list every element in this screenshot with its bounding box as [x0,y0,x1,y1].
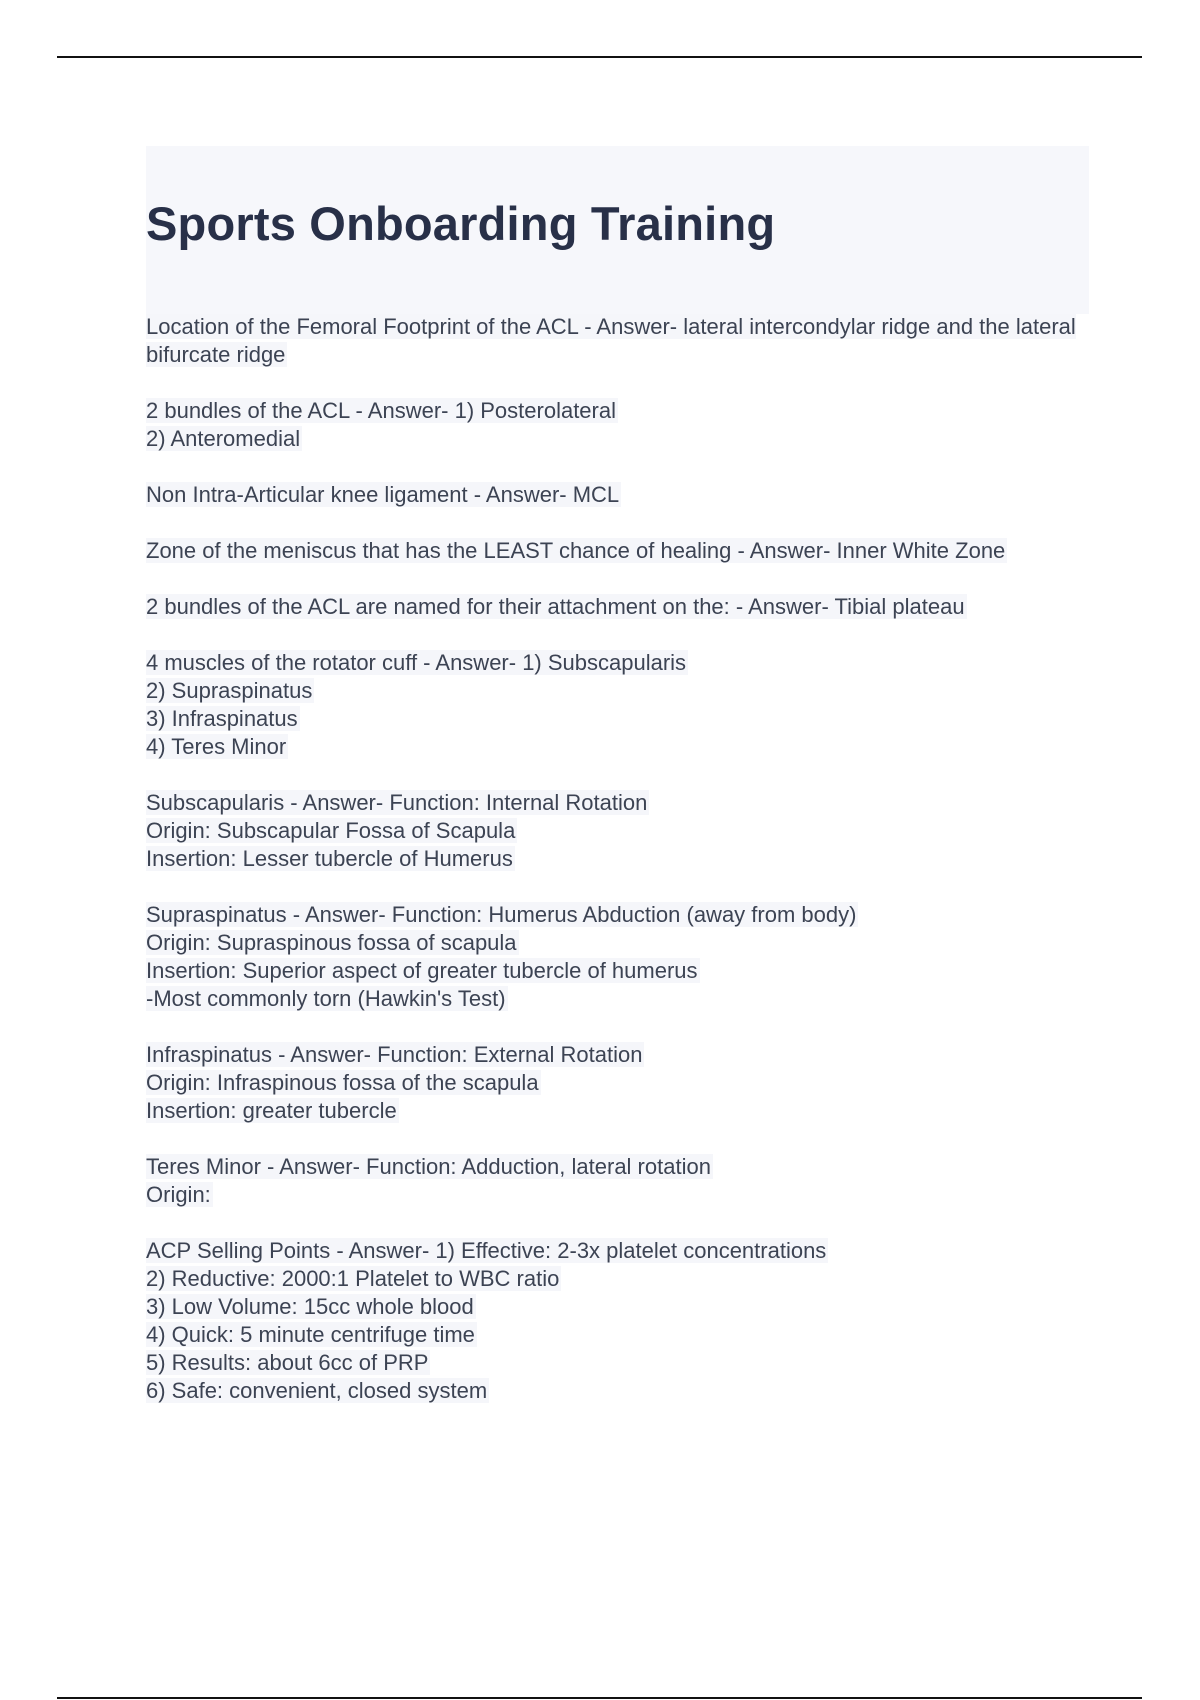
qa-line: 4) Quick: 5 minute centrifuge time [146,1322,475,1347]
qa-line: Origin: [146,1182,211,1207]
qa-line: Origin: Supraspinous fossa of scapula [146,930,517,955]
qa-line: 2) Supraspinatus [146,678,313,703]
qa-line: Insertion: Lesser tubercle of Humerus [146,846,513,871]
bottom-rule [57,1697,1142,1699]
qa-line: Subscapularis - Answer- Function: Internal Rotation [146,790,648,815]
qa-entry [146,397,1089,453]
qa-line: 6) Safe: convenient, closed system [146,1378,488,1403]
qa-entry [146,649,1089,761]
qa-line: ACP Selling Points - Answer- 1) Effective: 2-3x platelet concentrations [146,1238,827,1263]
qa-line: Insertion: greater tubercle [146,1098,397,1123]
qa-line: 2) Reductive: 2000:1 Platelet to WBC ratio [146,1266,560,1291]
qa-line: Teres Minor - Answer- Function: Adduction, lateral rotation [146,1154,711,1179]
qa-entry [146,537,1089,565]
qa-line: Insertion: Superior aspect of greater tubercle of humerus [146,958,698,983]
qa-entry [146,789,1089,873]
qa-entry [146,593,1089,621]
qa-line: 2) Anteromedial [146,426,301,451]
qa-line: Location of the Femoral Footprint of the ACL - Answer- lateral intercondylar ridge and the lateral bifurcate ridge [146,314,1076,367]
page-title: Sports Onboarding Training [146,197,776,250]
qa-line: Infraspinatus - Answer- Function: External Rotation [146,1042,643,1067]
qa-line: 5) Results: about 6cc of PRP [146,1350,429,1375]
top-rule [57,56,1142,58]
qa-entry [146,481,1089,509]
qa-line: Supraspinatus - Answer- Function: Humerus Abduction (away from body) [146,902,857,927]
qa-line: 4 muscles of the rotator cuff - Answer- 1) Subscapularis [146,650,687,675]
qa-entry [146,1153,1089,1209]
qa-line: Origin: Infraspinous fossa of the scapula [146,1070,539,1095]
qa-line: -Most commonly torn (Hawkin's Test) [146,986,506,1011]
qa-line: 3) Infraspinatus [146,706,298,731]
qa-line: 2 bundles of the ACL - Answer- 1) Posterolateral [146,398,616,423]
qa-line: Origin: Subscapular Fossa of Scapula [146,818,516,843]
qa-entry [146,1237,1089,1405]
qa-line: Non Intra-Articular knee ligament - Answer- MCL [146,482,620,507]
qa-entry [146,313,1089,369]
qa-line: Zone of the meniscus that has the LEAST chance of healing - Answer- Inner White Zone [146,538,1006,563]
qa-entry [146,901,1089,1013]
qa-entry [146,1041,1089,1125]
qa-line: 3) Low Volume: 15cc whole blood [146,1294,474,1319]
qa-line: 4) Teres Minor [146,734,287,759]
qa-content [146,313,1089,1433]
qa-line: 2 bundles of the ACL are named for their attachment on the: - Answer- Tibial plateau [146,594,965,619]
